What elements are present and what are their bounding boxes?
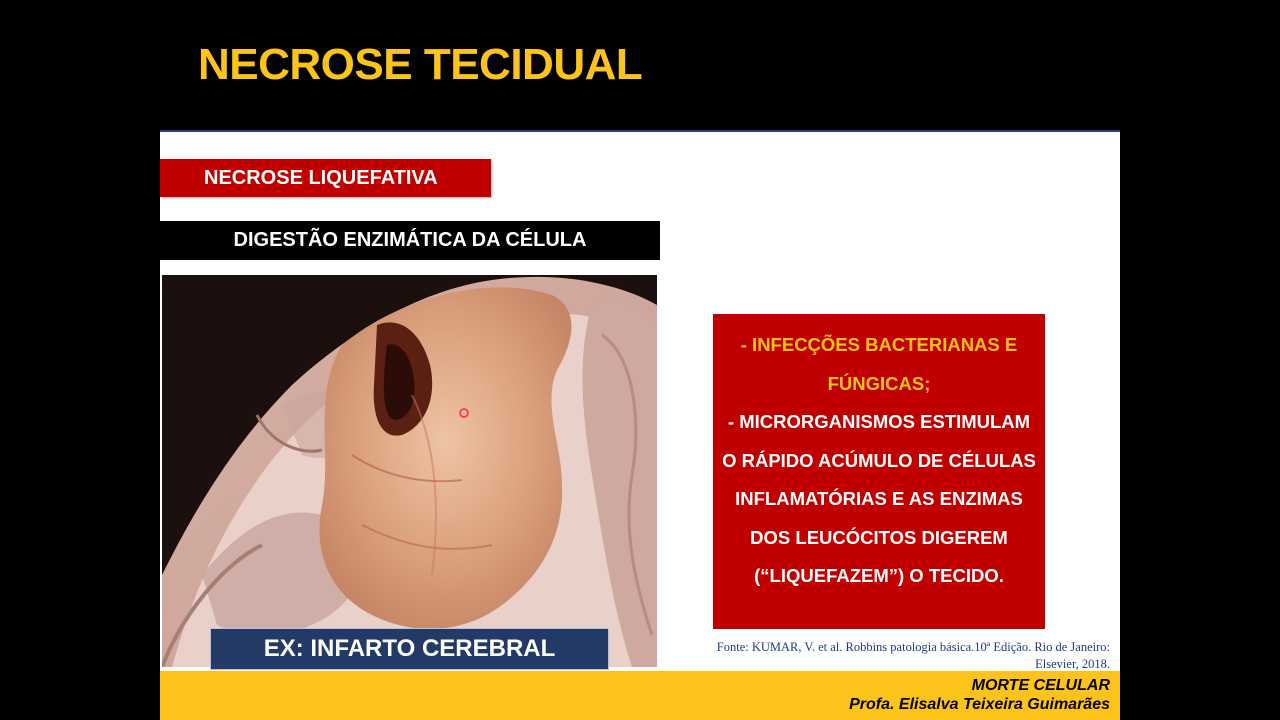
necrosis-type-label: NECROSE LIQUEFATIVA [160,159,491,197]
info-infections-text: - INFECÇÕES BACTERIANAS E FÚNGICAS; [740,334,1018,394]
footer-professor: Profa. Elisalva Teixeira Guimarães [849,696,1110,713]
brain-infarct-photo [162,275,657,667]
slide-title: NECROSE TECIDUAL [198,40,643,89]
info-mechanism-text: - MICRORGANISMOS ESTIMULAM O RÁPIDO ACÚMULO DE CÉLULAS INFLAMATÓRIAS E AS ENZIMAS DOS LEUCÓCITOS DIGEREM (“LIQUEFAZEM”) O TECIDO. [722,411,1036,586]
slide [160,0,1120,720]
footer-course-name: MORTE CELULAR [971,677,1110,694]
slide-header [160,0,1120,132]
mechanism-label: DIGESTÃO ENZIMÁTICA DA CÉLULA [160,221,660,260]
source-citation: Fonte: KUMAR, V. et al. Robbins patologia básica.10ª Edição. Rio de Janeiro: Elsevier, 2018. [716,640,1110,671]
image-caption: EX: INFARTO CEREBRAL [210,628,609,670]
info-box [713,314,1045,629]
slide-footer [160,671,1120,720]
